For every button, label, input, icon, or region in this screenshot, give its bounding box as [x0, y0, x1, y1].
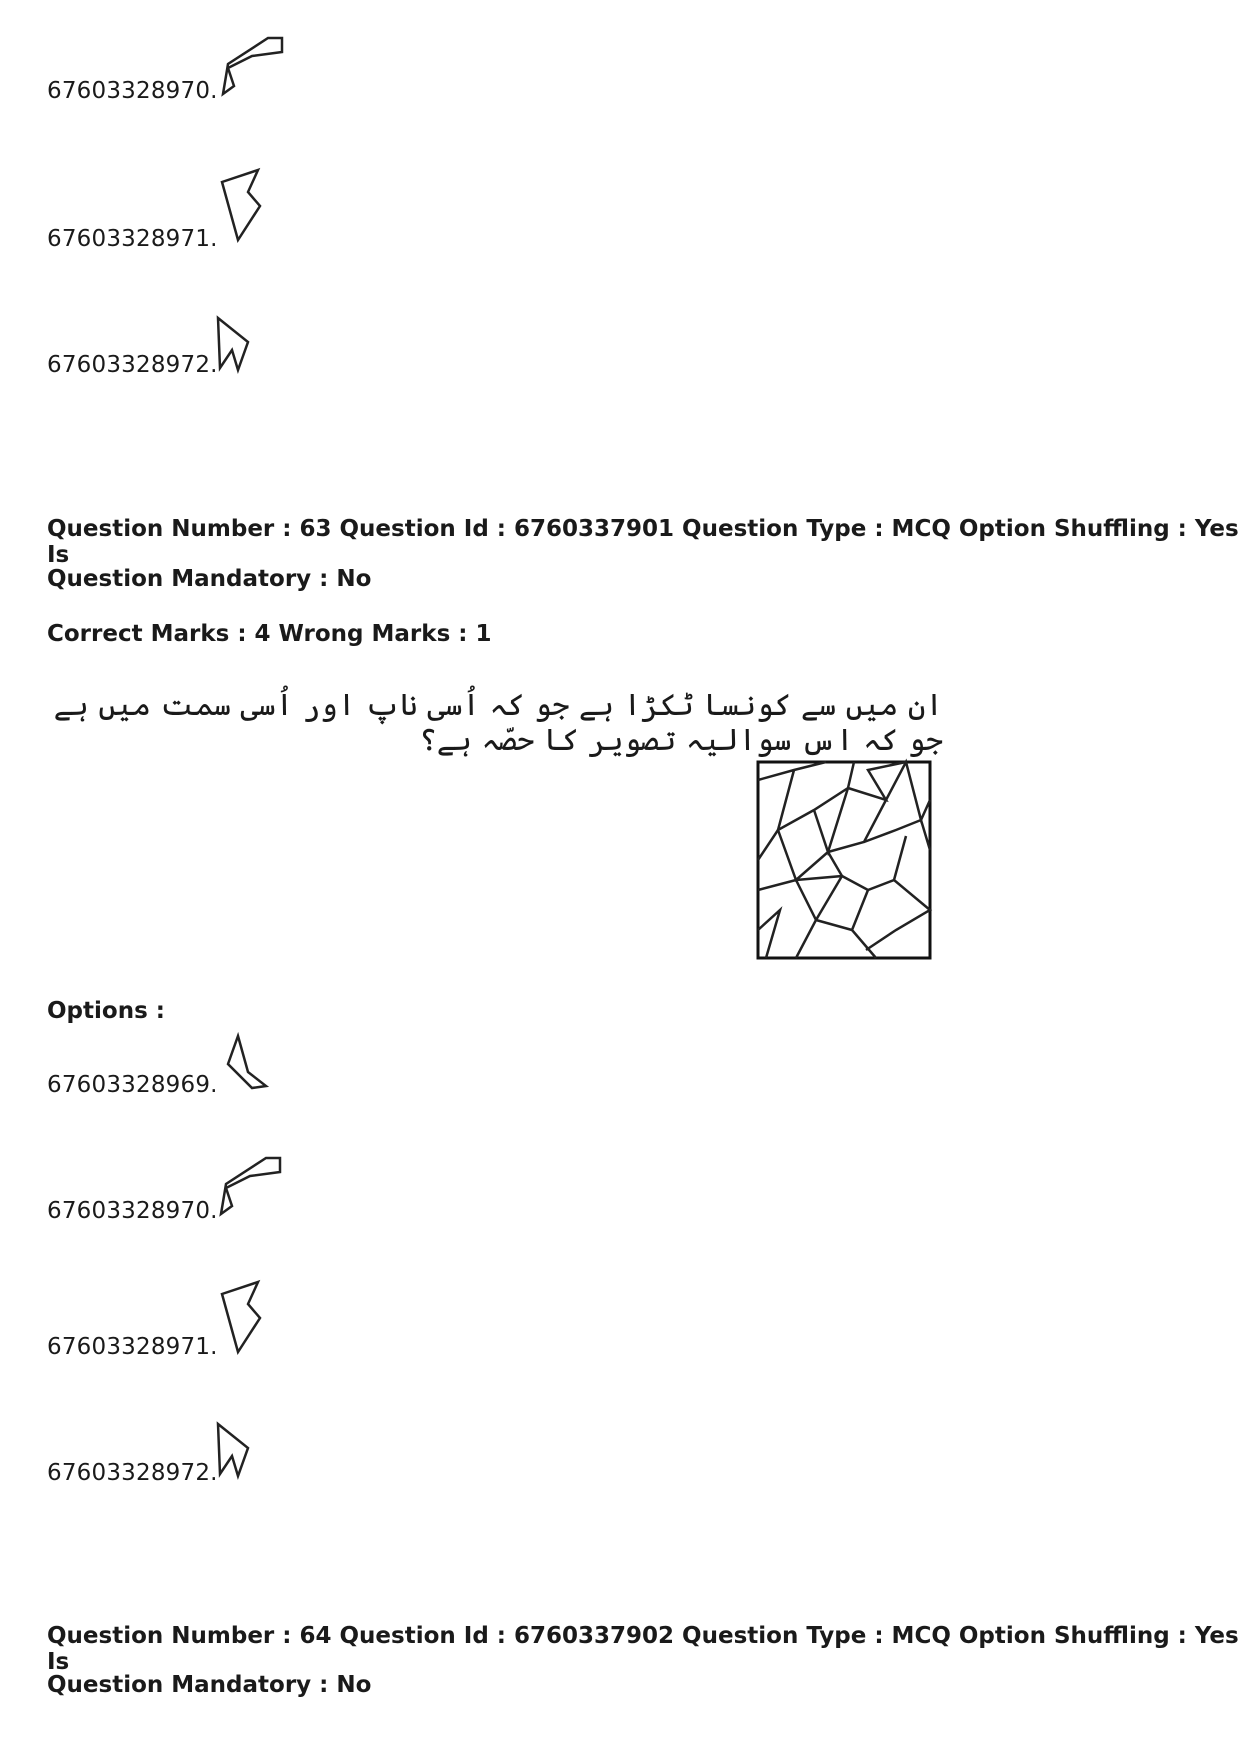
option-label: 67603328972. — [47, 352, 218, 378]
notched-shape-icon — [216, 318, 256, 374]
option-label: 67603328970. — [47, 1198, 218, 1224]
question-mandatory: Question Mandatory : No — [47, 566, 372, 592]
option-label: 67603328971. — [47, 1334, 218, 1360]
option-label: 67603328969. — [47, 1072, 218, 1098]
bent-quadrilateral-icon — [218, 1154, 282, 1218]
option-label: 67603328972. — [47, 1460, 218, 1486]
question-text: ان میں سے کونسا ٹکڑا ہے جو کہ اُسی ناپ اور اُسی سمت میں ہے جو کہ اس سوالیہ تصویر کا حصّہ ہے؟ — [53, 688, 943, 758]
question-mandatory: Question Mandatory : No — [47, 1672, 372, 1698]
question-figure — [756, 760, 932, 960]
marks-info: Correct Marks : 4 Wrong Marks : 1 — [47, 621, 492, 647]
lightning-shape-icon — [220, 170, 270, 242]
notched-shape-icon — [216, 1424, 256, 1480]
option-label: 67603328971. — [47, 226, 218, 252]
chevron-shape-icon — [224, 1034, 268, 1090]
options-heading: Options : — [47, 998, 165, 1024]
option-label: 67603328970. — [47, 78, 218, 104]
bent-quadrilateral-icon — [220, 34, 284, 98]
question-header: Question Number : 64 Question Id : 6760337902 Question Type : MCQ Option Shuffling : Yes Is — [47, 1623, 1239, 1675]
question-header: Question Number : 63 Question Id : 6760337901 Question Type : MCQ Option Shuffling : Yes Is — [47, 516, 1239, 568]
lightning-shape-icon — [220, 1282, 270, 1354]
